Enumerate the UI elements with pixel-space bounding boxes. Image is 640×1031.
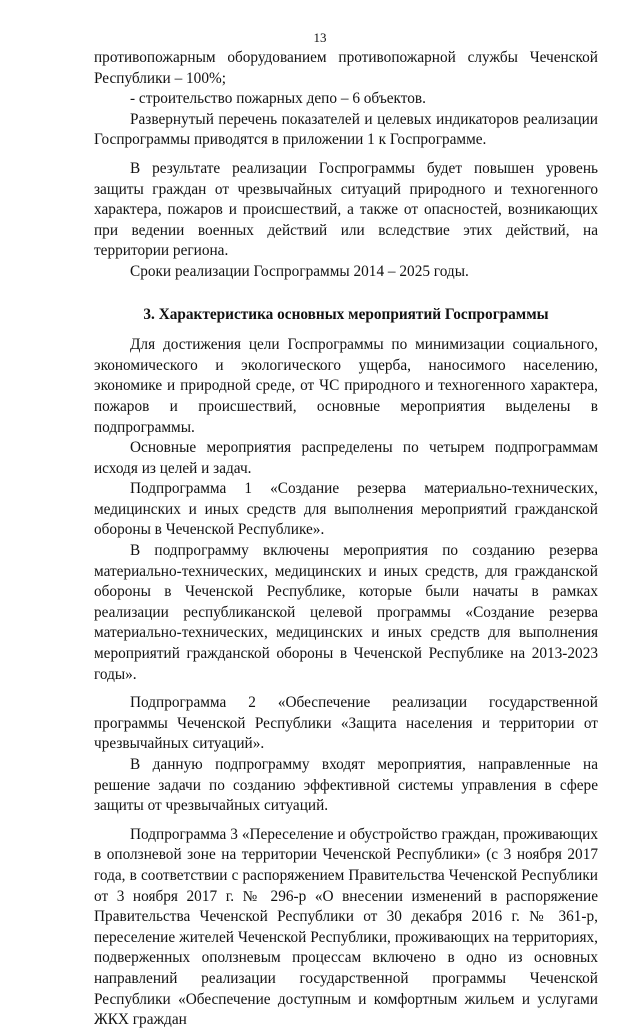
paragraph: Подпрограмма 2 «Обеспечение реализации государственной программы Чеченской Республики «Защита населения и территории от чрезвычайных ситуаций». — [94, 694, 598, 753]
paragraph: Развернутый перечень показателей и целевых индикаторов реализации Госпрограммы приводятся в приложении 1 к Госпрограмме. — [94, 110, 598, 149]
section-heading: 3. Характеристика основных мероприятий Госпрограммы — [143, 305, 549, 323]
paragraph: Для достижения цели Госпрограммы по минимизации социального, экономического и экологического ущерба, наносимого населению, экономике и природной среде, от ЧС природного и техногенного характера, пожаров и происшествий, основные мероприятия выделены в подпрограммы. — [94, 336, 598, 436]
paragraph: В данную подпрограмму входят мероприятия, направленные на решение задачи по созданию эффективной системы управления в сфере защиты от чрезвычайных ситуаций. — [94, 756, 598, 815]
paragraph: Подпрограмма 3 «Переселение и обустройство граждан, проживающих в оползневой зоне на территории Чеченской Республики» (с 3 ноября 2017 года, в соответствии с распоряжением Правительства Чеченской Республики от 3 ноября 2017 г. № 296-р «О внесении изменений в распоряжение Правительства Чеченской Республики от 30 декабря 2016 г. № 361-р, переселение жителей Чеченской Республики, проживающих на территориях, подверженных оползневым процессам включено в одно из основных направлений реализации государственной программы Чеченской Республики «Обеспечение доступным и комфортным жильем и услугами ЖКХ граждан — [94, 825, 598, 1029]
page-number: 13 — [313, 30, 327, 45]
document-body — [94, 48, 598, 1031]
paragraph: В результате реализации Госпрограммы будет повышен уровень защиты граждан от чрезвычайных ситуаций природного и техногенного характера, пожаров и происшествий, а также от опасностей, возникающих при ведении военных действий или вследствие этих действий, на территории региона. — [94, 159, 598, 260]
paragraph: противопожарным оборудованием противопожарной службы Чеченской Республики – 100%; — [94, 49, 598, 87]
paragraph: В подпрограмму включены мероприятия по созданию резерва материально-технических, медицинских и иных средств, для гражданской обороны в Чеченской Республике, которые были начаты в рамках реализации республиканской целевой программы «Создание резерва материально-технических, медицинских и иных средств для выполнения мероприятий гражданской обороны в Чеченской Республике на 2013-2023 годы». — [94, 542, 598, 683]
paragraph: Подпрограмма 1 «Создание резерва материально-технических, медицинских и иных средств для выполнения мероприятий гражданской обороны в Чеченской Республике». — [94, 480, 598, 539]
paragraph: - строительство пожарных депо – 6 объектов. — [130, 90, 426, 108]
paragraph: Сроки реализации Госпрограммы 2014 – 2025 годы. — [130, 262, 469, 280]
paragraph: Основные мероприятия распределены по четырем подпрограммам исходя из целей и задач. — [94, 439, 598, 477]
